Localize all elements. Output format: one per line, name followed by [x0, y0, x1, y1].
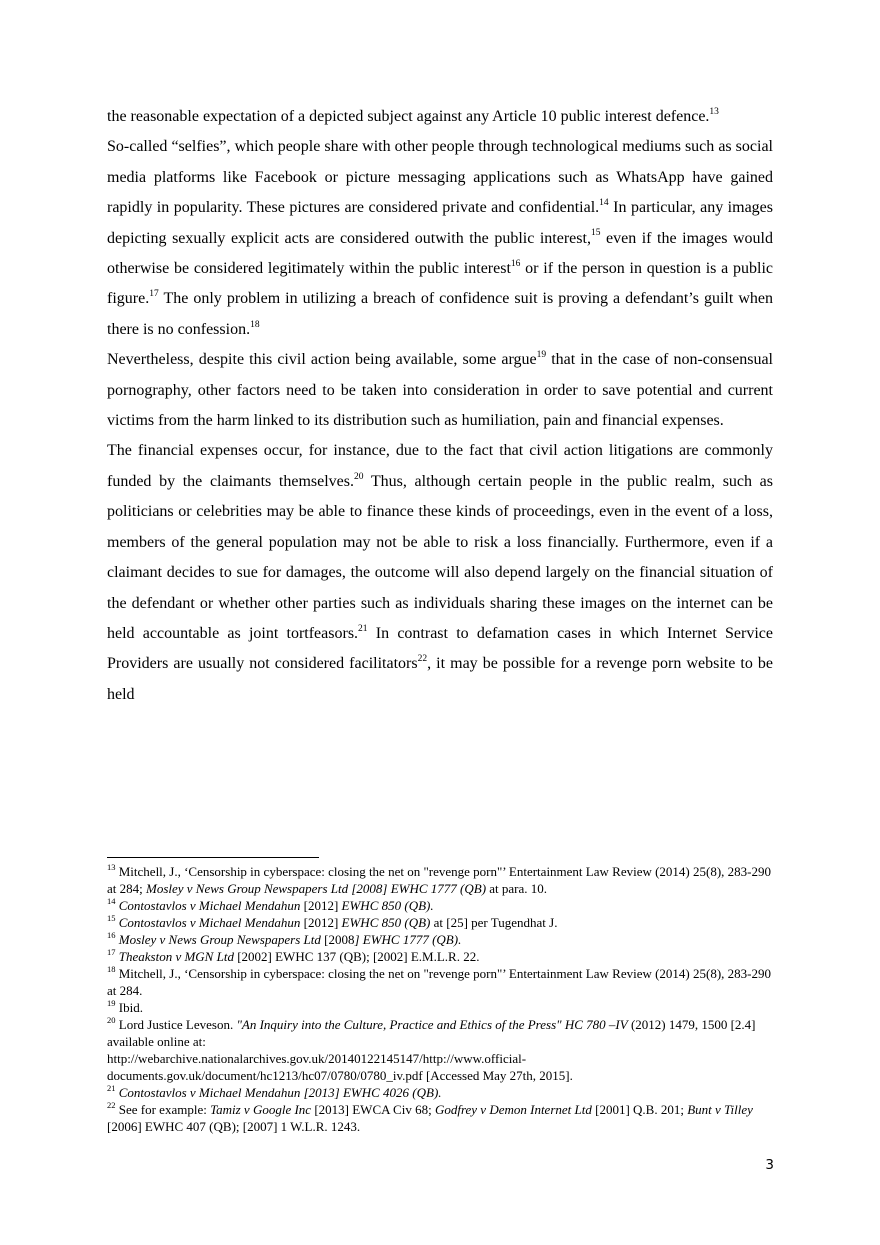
body-text-run: or if the person in question is a public figure.	[107, 260, 774, 308]
body-text-run: that in the case of non-consensual pornography, other factors need to be taken into consideration in order to save potential and current victims from the harm linked to its distribution such as humiliation, pain and financial expenses.	[107, 351, 774, 430]
body-text	[107, 102, 773, 710]
footnote-reference: 21	[358, 623, 368, 634]
footnote	[107, 1084, 773, 1101]
footnote-text: [2012]	[300, 898, 342, 913]
footnote-number: 21	[107, 1082, 116, 1093]
footnote-text: at para. 10.	[486, 881, 548, 896]
footnote-reference: 19	[536, 349, 547, 360]
case-citation: Godfrey v Demon Internet Ltd	[434, 1102, 592, 1117]
body-text-run: even if the images would otherwise be considered legitimately within the public interest	[107, 229, 774, 278]
footnote-text: [2006] EWHC 407 (QB); [2007] 1 W.L.R. 1243.	[107, 1119, 361, 1134]
footnotes-section	[107, 863, 773, 1135]
footnote-text: [2013] EWCA Civ 68;	[311, 1102, 435, 1117]
case-citation: ] EWHC 1777 (QB).	[354, 932, 462, 947]
footnote-text: [2008	[320, 932, 355, 947]
case-citation: "An Inquiry into the Culture, Practice and Ethics of the Press" HC 780 –IV	[236, 1017, 628, 1032]
footnote-number: 17	[107, 946, 116, 957]
body-paragraph	[107, 345, 773, 436]
footnote-number: 15	[107, 912, 116, 923]
footnote-text: [2002] EWHC 137 (QB); [2002] E.M.L.R. 22.	[233, 949, 480, 964]
case-citation: Tamiz v Google Inc	[210, 1102, 312, 1117]
footnote-reference: 20	[354, 471, 364, 482]
body-paragraph	[107, 132, 773, 345]
footnote-text: Lord Justice Leveson.	[115, 1017, 237, 1032]
body-paragraph	[107, 436, 773, 710]
case-citation: Mosley v News Group Newspapers Ltd [2008] EWHC 1777 (QB)	[146, 881, 487, 896]
case-citation: Theakston v MGN Ltd	[118, 949, 234, 964]
footnote-reference: 22	[417, 653, 428, 664]
footnote-number: 19	[107, 997, 116, 1008]
footnote-reference: 17	[149, 289, 159, 300]
footnote-text: http://webarchive.nationalarchives.gov.uk/20140122145147/http://www.official-	[107, 1051, 527, 1066]
body-text-run: In particular, any images depicting sexually explicit acts are considered outwith the public interest,	[107, 199, 774, 247]
footnote	[107, 999, 773, 1016]
footnote-reference: 14	[599, 197, 609, 208]
footnote-reference: 16	[510, 258, 521, 269]
footnote-text: See for example:	[115, 1102, 211, 1117]
footnote	[107, 931, 773, 948]
case-citation: EWHC 850 (QB)	[341, 915, 431, 930]
footnote-text: at [25] per Tugendhat J.	[430, 915, 558, 930]
footnote-reference: 15	[590, 228, 601, 239]
body-text-run: The only problem in utilizing a breach of confidence suit is proving a defendant’s guilt when there is no confession.	[107, 290, 773, 338]
case-citation: Bunt v Tilley	[687, 1102, 753, 1117]
body-text-run: Nevertheless, despite this civil action being available, some argue	[107, 351, 537, 369]
case-citation: Contostavlos v Michael Mendahun	[118, 898, 301, 913]
footnote-text: documents.gov.uk/document/hc1213/hc07/0780/0780_iv.pdf [Accessed May 27th, 2015].	[107, 1068, 573, 1083]
footnote-text: Ibid.	[115, 1000, 143, 1015]
footnote-text: (2012) 1479, 1500 [2.4] available online at:	[107, 1017, 756, 1049]
footnote-text: Mitchell, J., ‘Censorship in cyberspace: closing the net on "revenge porn"’ Entertainment Law Review (2014) 25(8), 283-290 at 284;	[107, 864, 772, 896]
footnote-separator	[107, 857, 319, 858]
footnote	[107, 1101, 773, 1135]
page-number: 3	[765, 1157, 774, 1173]
body-text-run: The financial expenses occur, for instance, due to the fact that civil action litigations are commonly funded by the claimants themselves.	[107, 442, 773, 490]
footnote	[107, 965, 773, 999]
footnote	[107, 948, 773, 965]
footnote-reference: 13	[709, 106, 719, 117]
footnote	[107, 897, 773, 914]
footnote-reference: 18	[250, 319, 260, 330]
footnote-text: [2001] Q.B. 201;	[591, 1102, 688, 1117]
case-citation: Mosley v News Group Newspapers Ltd	[118, 932, 321, 947]
body-text-run: So-called “selfies”, which people share with other people through technological mediums such as social media platforms like Facebook or picture messaging applications such as WhatsApp have gained rapidly in popularity. These pictures are considered private and confidential.	[107, 138, 773, 217]
footnote-number: 16	[107, 929, 116, 940]
case-citation: Contostavlos v Michael Mendahun	[118, 915, 301, 930]
footnote-number: 14	[107, 895, 116, 906]
footnote-text: [2012]	[300, 915, 342, 930]
case-citation: Contostavlos v Michael Mendahun [2013] EWHC 4026 (QB).	[118, 1085, 442, 1100]
body-text-run: the reasonable expectation of a depicted subject against any Article 10 public interest defence.	[107, 108, 710, 125]
body-text-run: , it may be possible for a revenge porn website to be held	[107, 655, 773, 703]
footnote-number: 20	[107, 1014, 116, 1025]
body-paragraph	[107, 102, 773, 132]
body-text-run: Thus, although certain people in the public realm, such as politicians or celebrities may be able to finance these kinds of proceedings, even in the event of a loss, members of the general population may not be able to risk a loss financially. Furthermore, even if a claimant decides to sue for damages, the outcome will also depend largely on the financial situation of the defendant or whether other parties such as individuals sharing these images on the internet can be held accountable as joint tortfeasors.	[107, 472, 774, 642]
footnote-number: 13	[107, 861, 116, 872]
footnote-number: 18	[107, 963, 116, 974]
footnote-number: 22	[107, 1099, 116, 1110]
footnote	[107, 914, 773, 931]
body-text-run: In contrast to defamation cases in which Internet Service Providers are usually not considered facilitators	[107, 624, 774, 673]
footnote	[107, 1016, 773, 1084]
case-citation: EWHC 850 (QB).	[341, 898, 434, 913]
footnote	[107, 863, 773, 897]
footnote-text: Mitchell, J., ‘Censorship in cyberspace: closing the net on "revenge porn"’ Entertainment Law Review (2014) 25(8), 283-290 at 284.	[107, 966, 772, 998]
